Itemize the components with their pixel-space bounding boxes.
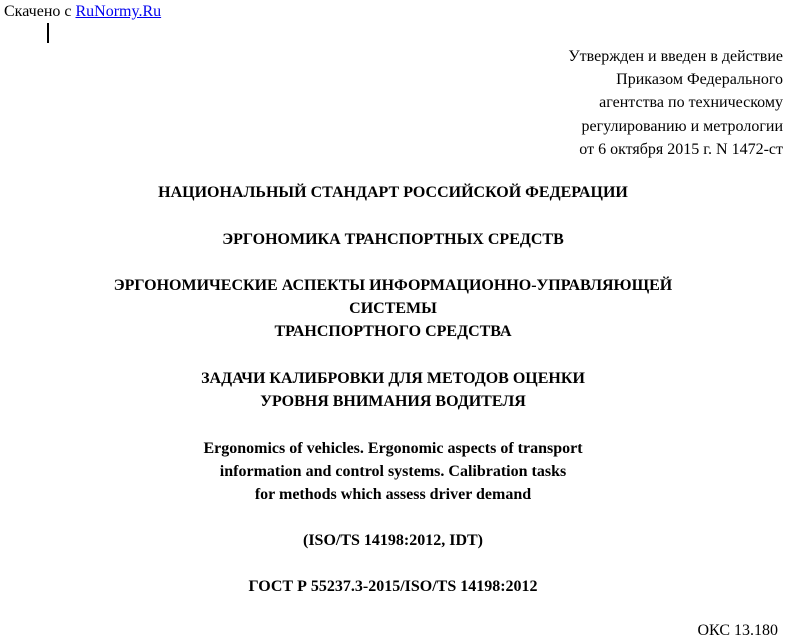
- approval-line: агентства по техническому: [599, 94, 783, 112]
- source-line: [4, 2, 161, 21]
- oks-code: ОКС 13.180: [697, 622, 778, 639]
- aspects-line: ТРАНСПОРТНОГО СРЕДСТВА: [274, 323, 512, 341]
- aspects-line: СИСТЕМЫ: [349, 300, 437, 318]
- gost-line: ГОСТ Р 55237.3-2015/ISO/TS 14198:2012: [248, 578, 538, 595]
- english-line: information and control systems. Calibration tasks: [219, 463, 567, 481]
- aspects-title: [0, 274, 786, 344]
- tasks-line: ЗАДАЧИ КАЛИБРОВКИ ДЛЯ МЕТОДОВ ОЦЕНКИ: [201, 370, 585, 387]
- national-standard-title: [0, 181, 786, 204]
- english-title: [0, 437, 786, 507]
- national-standard-heading: НАЦИОНАЛЬНЫЙ СТАНДАРТ РОССИЙСКОЙ ФЕДЕРАЦИИ: [158, 184, 628, 201]
- approval-line: Приказом Федерального: [616, 71, 783, 89]
- gost-designation: [0, 575, 786, 598]
- approval-line: Утвержден и введен в действие: [568, 48, 783, 65]
- source-prefix: Скачено с: [4, 3, 76, 20]
- ergonomics-heading: ЭРГОНОМИКА ТРАНСПОРТНЫХ СРЕДСТВ: [222, 231, 564, 248]
- iso-designation: [0, 529, 786, 552]
- approval-line: от 6 октября 2015 г. N 1472-ст: [579, 140, 783, 158]
- runormy-link[interactable]: RuNormy.Ru: [75, 3, 162, 20]
- iso-line: (ISO/TS 14198:2012, IDT): [302, 532, 484, 549]
- aspects-line: ЭРГОНОМИЧЕСКИЕ АСПЕКТЫ ИНФОРМАЦИОННО-УПРАВЛЯЮЩЕЙ: [113, 277, 673, 294]
- approval-line: регулированию и метрологии: [581, 117, 783, 135]
- english-line: for methods which assess driver demand: [254, 486, 532, 504]
- ergonomics-title: [0, 228, 786, 251]
- text-cursor: [47, 23, 49, 43]
- tasks-line: УРОВНЯ ВНИМАНИЯ ВОДИТЕЛЯ: [260, 393, 526, 411]
- tasks-title: [0, 367, 786, 413]
- english-line: Ergonomics of vehicles. Ergonomic aspects of transport: [203, 440, 583, 457]
- approval-block: [568, 45, 783, 161]
